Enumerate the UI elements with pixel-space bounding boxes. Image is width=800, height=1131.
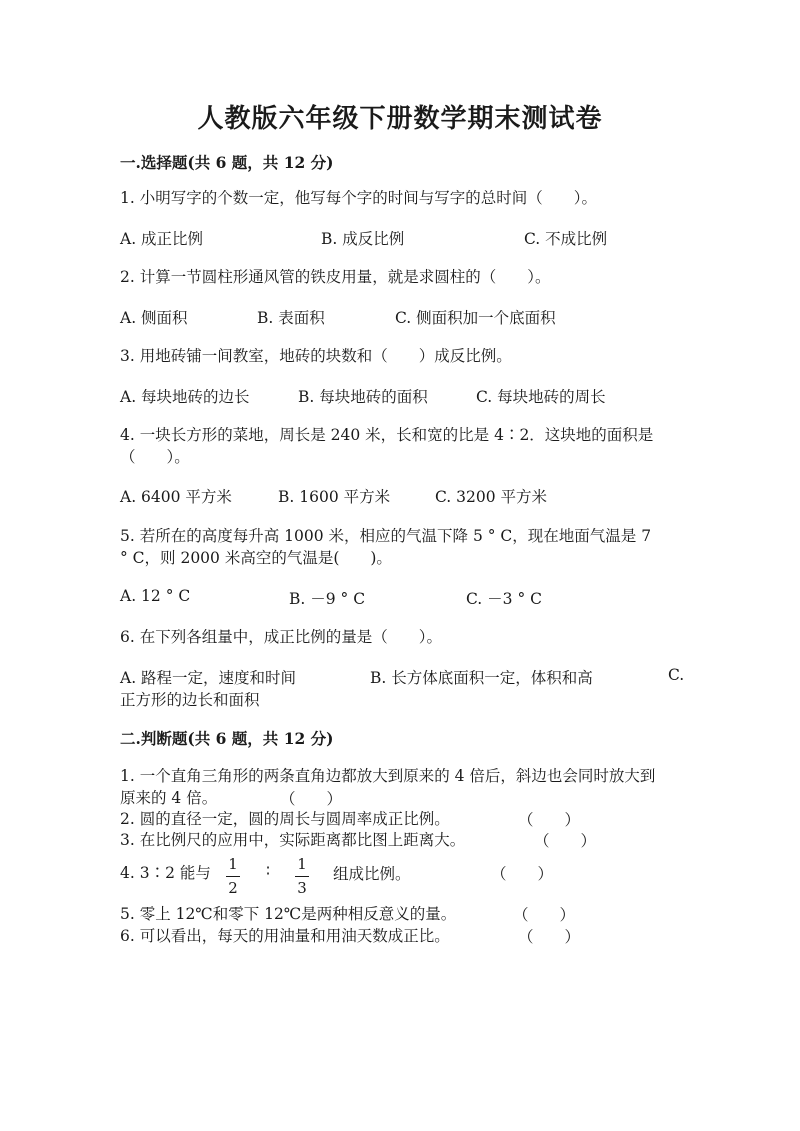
q4-option-a[interactable]: A. 6400 平方米 [120,488,232,506]
judge-2: 2. 圆的直径一定，圆的周长与圆周率成正比例。 [120,810,450,828]
q4-option-b[interactable]: B. 1600 平方米 [278,488,391,506]
q1-option-c[interactable]: C. 不成比例 [524,230,608,248]
q6-option-a[interactable]: A. 路程一定，速度和时间 [120,669,297,687]
judge-6: 6. 可以看出，每天的用油量和用油天数成正比。 [120,927,450,945]
q1-option-a[interactable]: A. 成正比例 [120,230,204,248]
judge-4-colon: ∶ [266,862,271,880]
q6-option-c[interactable]: C. [668,666,685,684]
fraction-denominator: 3 [297,879,307,897]
q3-option-b[interactable]: B. 每块地砖的面积 [298,388,428,406]
q1-option-b[interactable]: B. 成反比例 [321,230,405,248]
q5-option-b[interactable]: B. －9 ° C [289,590,366,608]
question-3: 3. 用地砖铺一间教室，地砖的块数和（ ）成反比例。 [120,347,512,365]
question-5-line2: ° C，则 2000 米高空的气温是( )。 [120,549,392,567]
fraction-bar [226,876,240,877]
question-2: 2. 计算一节圆柱形通风管的铁皮用量，就是求圆柱的（ ）。 [120,268,551,286]
q6-option-c-continued: 正方形的边长和面积 [120,691,260,709]
judge-1-answer-paren[interactable]: （ ） [280,790,343,808]
question-1: 1. 小明写字的个数一定，他写每个字的时间与写字的总时间（ ）。 [120,189,597,207]
q2-option-a[interactable]: A. 侧面积 [120,309,188,327]
judge-2-answer-paren[interactable]: （ ） [518,811,581,829]
question-4-line2: （ ）。 [120,448,190,466]
judge-5-answer-paren[interactable]: （ ） [513,906,576,924]
judge-4-suffix: 组成比例。 [333,865,411,883]
q5-option-a[interactable]: A. 12 ° C [120,587,191,605]
question-5-line1: 5. 若所在的高度每升高 1000 米，相应的气温下降 5 ° C，现在地面气温是 7 [120,527,652,545]
fraction-bar [295,876,309,877]
judge-1-line1: 1. 一个直角三角形的两条直角边都放大到原来的 4 倍后，斜边也会同时放大到 [120,767,656,785]
question-6: 6. 在下列各组量中，成正比例的量是（ ）。 [120,628,442,646]
fraction-one-half [226,856,240,897]
q5-option-c[interactable]: C. －3 ° C [466,590,542,608]
judge-4-prefix: 4. 3∶2 能与 [120,864,211,882]
fraction-numerator: 1 [297,855,307,873]
judge-5: 5. 零上 12℃和零下 12℃是两种相反意义的量。 [120,905,457,923]
q2-option-c[interactable]: C. 侧面积加一个底面积 [395,309,556,327]
judge-1-line2: 原来的 4 倍。 [120,789,218,807]
q4-option-c[interactable]: C. 3200 平方米 [435,488,548,506]
fraction-one-third [295,856,309,897]
judge-3-answer-paren[interactable]: （ ） [534,832,597,850]
section-heading-judgement: 二.判断题(共 6 题，共 12 分) [120,729,334,748]
q3-option-a[interactable]: A. 每块地砖的边长 [120,388,250,406]
question-4-line1: 4. 一块长方形的菜地，周长是 240 米，长和宽的比是 4∶2．这块地的面积是 [120,426,654,444]
q3-option-c[interactable]: C. 每块地砖的周长 [476,388,606,406]
fraction-denominator: 2 [228,879,238,897]
page-title: 人教版六年级下册数学期末测试卷 [197,104,603,134]
section-heading-choice: 一.选择题(共 6 题，共 12 分) [120,153,334,172]
fraction-numerator: 1 [228,855,238,873]
q2-option-b[interactable]: B. 表面积 [257,309,325,327]
q6-option-b[interactable]: B. 长方体底面积一定，体积和高 [370,669,593,687]
judge-6-answer-paren[interactable]: （ ） [518,928,581,946]
judge-3: 3. 在比例尺的应用中，实际距离都比图上距离大。 [120,831,466,849]
judge-4-answer-paren[interactable]: （ ） [491,865,554,883]
